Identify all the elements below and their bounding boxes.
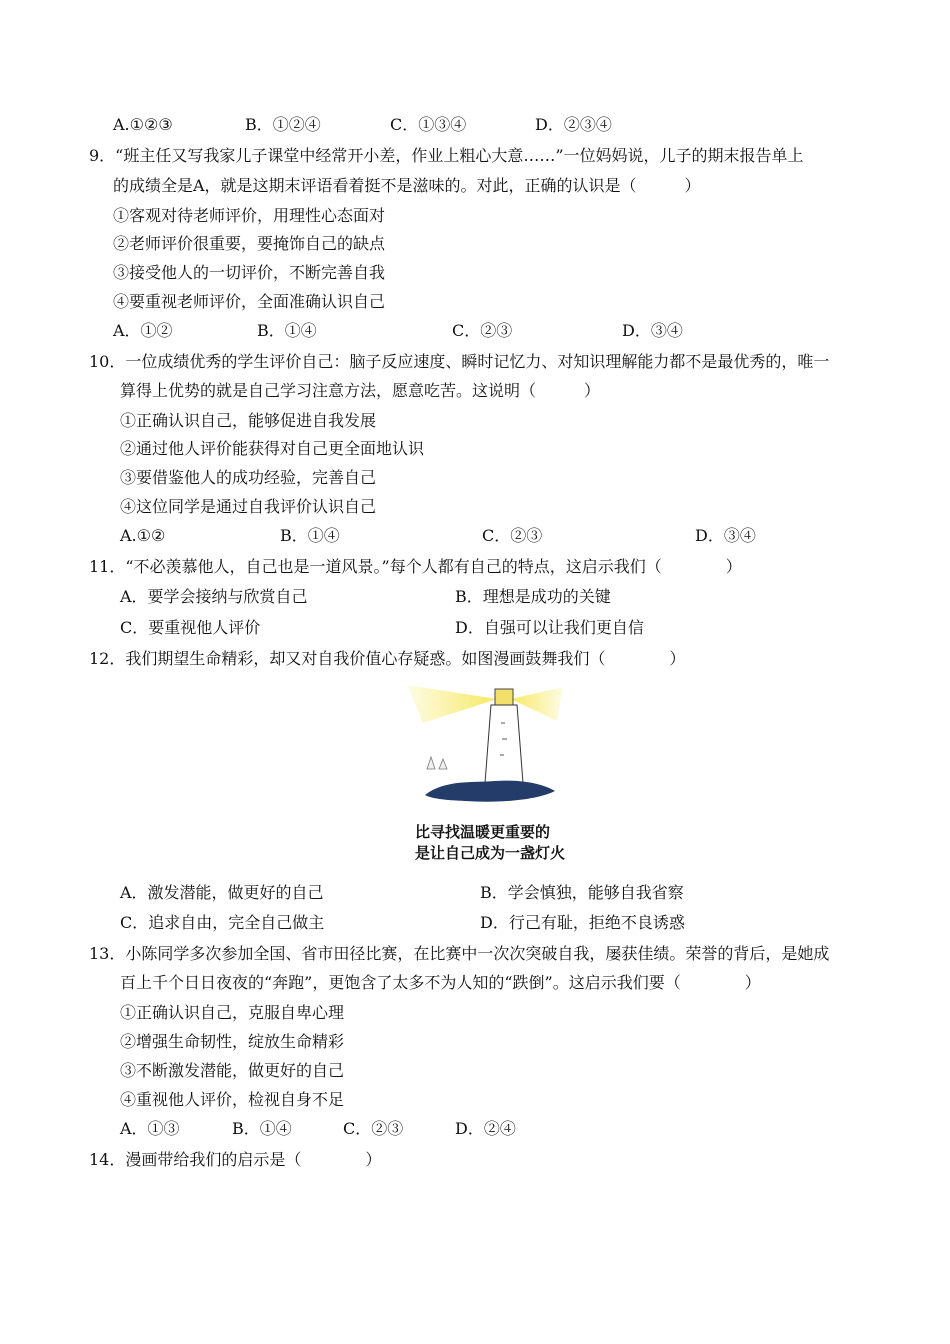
q8-option-c: C．①③④	[390, 115, 467, 134]
q9-stem-line-2: 的成绩全是A，就是这期末评语看着挺不是滋味的。对此，正确的认识是（ ）	[113, 176, 701, 195]
q13-option-c: C．②③	[343, 1119, 404, 1138]
q9-item-4: ④要重视老师评价，全面准确认识自己	[113, 292, 386, 311]
q12-option-c: C．追求自由，完全自己做主	[120, 913, 325, 932]
sailboat-1	[427, 757, 435, 769]
light-beam-left	[407, 685, 497, 723]
q12-option-b: B．学会慎独，能够自我省察	[480, 883, 684, 902]
q13-stem-line-2: 百上千个日日夜夜的“奔跑”，更饱含了太多不为人知的“跌倒”。这启示我们要（ ）	[120, 973, 761, 992]
q10-option-b: B．①④	[280, 526, 340, 545]
q10-stem-line-2: 算得上优势的就是自己学习注意方法，愿意吃苦。这说明（ ）	[120, 381, 601, 400]
q9-option-a: A．①②	[113, 321, 173, 340]
sea	[425, 781, 555, 802]
q10-stem-line-1: 10．一位成绩优秀的学生评价自己：脑子反应速度、瞬时记忆力、对知识理解能力都不是最优秀的，唯一	[89, 352, 830, 371]
q9-stem-line-1: 9．“班主任又写我家儿子课堂中经常开小差，作业上粗心大意……”一位妈妈说，儿子的期末报告单上	[89, 146, 804, 165]
cartoon-caption	[415, 822, 565, 864]
q11-option-a: A．要学会接纳与欣赏自己	[120, 587, 308, 606]
q8-option-a: A.①②③	[113, 115, 173, 134]
q12-option-d: D．行己有耻，拒绝不良诱惑	[480, 913, 685, 932]
q8-option-b: B．①②④	[245, 115, 321, 134]
q10-option-c: C．②③	[482, 526, 543, 545]
q10-item-4: ④这位同学是通过自我评价认识自己	[120, 497, 377, 516]
q13-option-d: D．②④	[455, 1119, 516, 1138]
q11-option-d: D．自强可以让我们更自信	[455, 618, 644, 637]
lighthouse-lamp	[495, 689, 513, 705]
cartoon-caption-line-1: 比寻找温暖更重要的	[415, 823, 551, 841]
q13-option-a: A．①③	[120, 1119, 180, 1138]
cartoon-caption-line-2: 是让自己成为一盏灯火	[415, 844, 566, 862]
q13-item-4: ④重视他人评价，检视自身不足	[120, 1090, 345, 1109]
q12-stem: 12．我们期望生命精彩，却又对自我价值心存疑惑。如图漫画鼓舞我们（ ）	[89, 649, 686, 668]
q14-stem: 14．漫画带给我们的启示是（ ）	[89, 1150, 382, 1169]
q10-item-1: ①正确认识自己，能够促进自我发展	[120, 411, 377, 430]
q11-stem: 11．“不必羡慕他人，自己也是一道风景。”每个人都有自己的特点，这启示我们（ ）	[89, 557, 742, 576]
q10-item-2: ②通过他人评价能获得对自己更全面地认识	[120, 439, 425, 458]
lighthouse-tower	[485, 705, 523, 783]
q12-option-a: A．激发潜能，做更好的自己	[120, 883, 324, 902]
q9-option-b: B．①④	[257, 321, 317, 340]
q13-item-3: ③不断激发潜能，做更好的自己	[120, 1061, 345, 1080]
q9-item-1: ①客观对待老师评价，用理性心态面对	[113, 206, 386, 225]
light-beam-right	[511, 687, 563, 721]
q9-option-d: D．③④	[622, 321, 683, 340]
q13-stem-line-1: 13．小陈同学多次参加全国、省市田径比赛，在比赛中一次次突破自我，屡获佳绩。荣誉的背后，是她成	[89, 944, 830, 963]
q10-option-a: A.①②	[120, 526, 166, 545]
q13-item-1: ①正确认识自己，克服自卑心理	[120, 1003, 345, 1022]
q11-option-b: B．理想是成功的关键	[455, 587, 611, 606]
q10-option-d: D．③④	[695, 526, 756, 545]
q9-option-c: C．②③	[452, 321, 513, 340]
q11-option-c: C．要重视他人评价	[120, 618, 261, 637]
q9-item-3: ③接受他人的一切评价，不断完善自我	[113, 263, 386, 282]
q10-item-3: ③要借鉴他人的成功经验，完善自己	[120, 468, 377, 487]
sailboat-2	[439, 759, 447, 769]
lighthouse-cartoon	[405, 683, 565, 808]
q9-item-2: ②老师评价很重要，要掩饰自己的缺点	[113, 234, 386, 253]
q13-option-b: B．①④	[232, 1119, 292, 1138]
q8-option-d: D．②③④	[535, 115, 612, 134]
q13-item-2: ②增强生命韧性，绽放生命精彩	[120, 1032, 345, 1051]
